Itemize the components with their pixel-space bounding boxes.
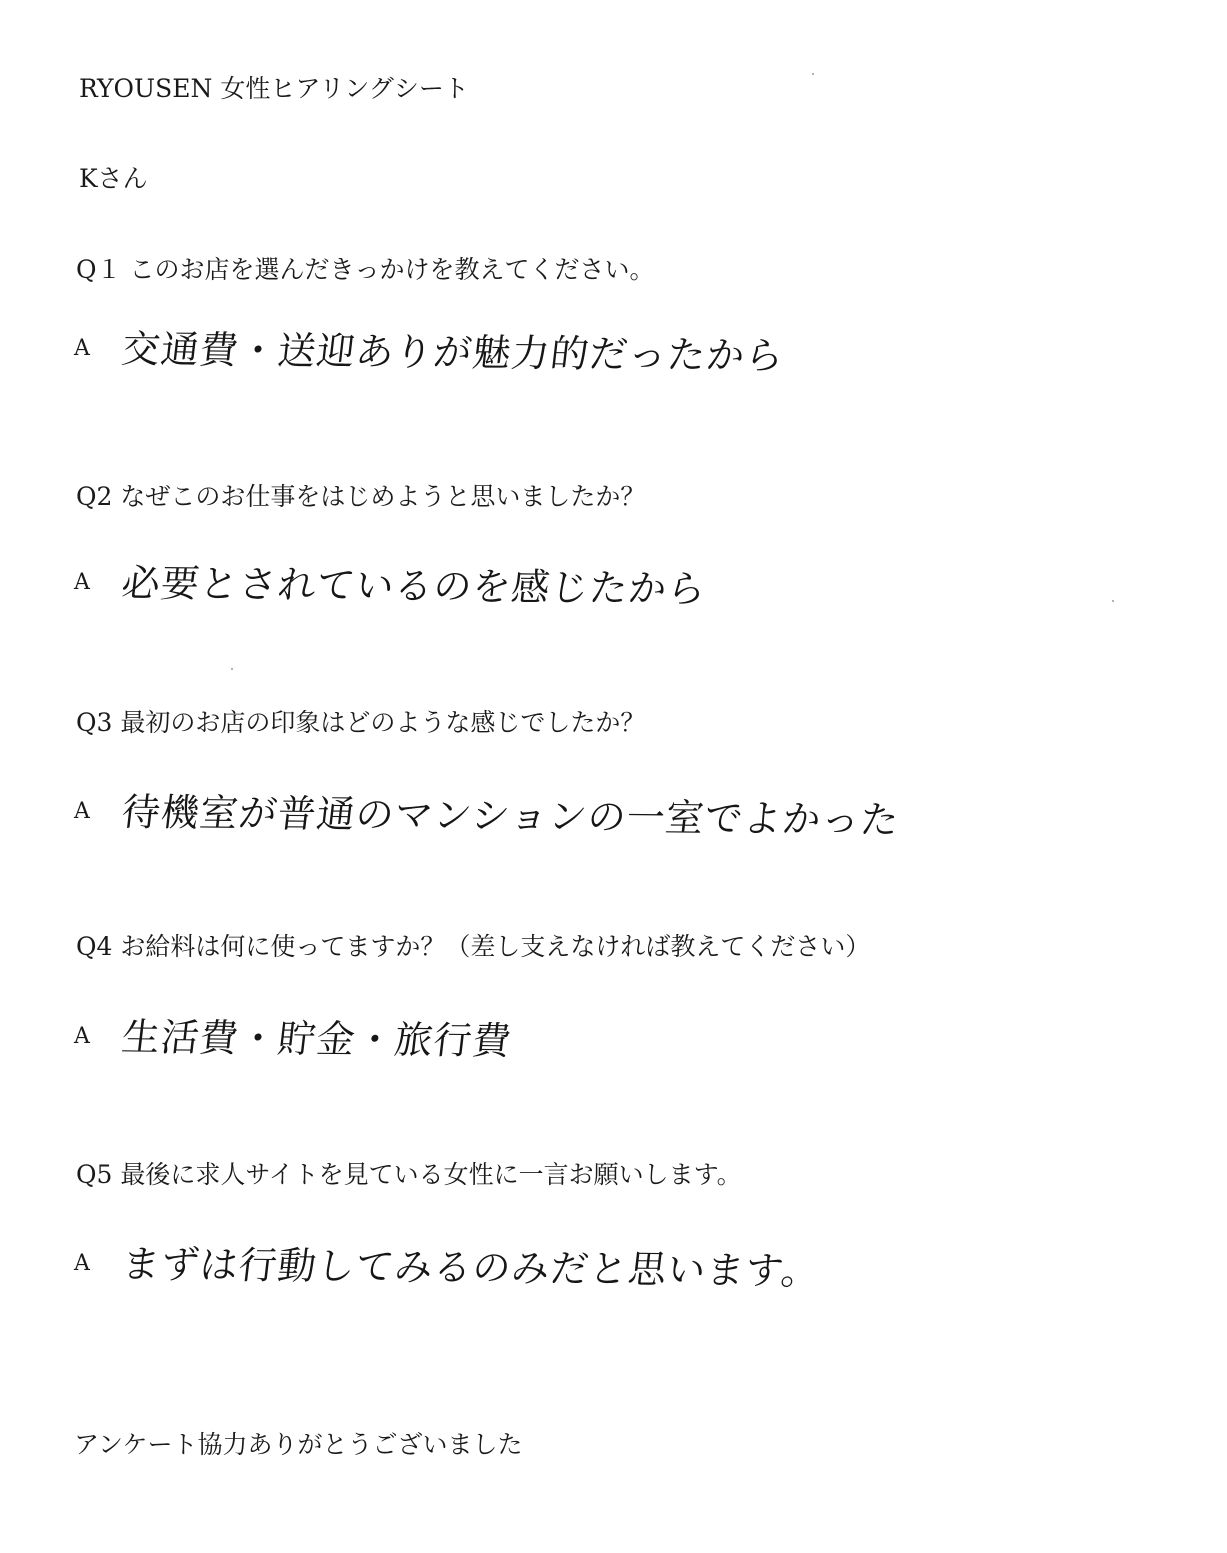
handwritten-answer-4: 生活費・貯金・旅行費: [119, 1015, 515, 1064]
scan-speck: [812, 73, 814, 75]
question-1: Q１ このお店を選んだきっかけを教えてください。: [76, 255, 655, 284]
handwritten-answer-1: 交通費・送迎ありが魅力的だったから: [119, 327, 787, 378]
question-5: Q5 最後に求人サイトを見ている女性に一言お願いします。: [76, 1160, 742, 1189]
handwritten-answer-2: 必要とされているのを感じたから: [119, 561, 709, 612]
answer-label: A: [74, 1024, 90, 1049]
answer-row-2: [74, 561, 709, 612]
handwritten-answer-5: まずは行動してみるのみだと思います。: [119, 1242, 823, 1294]
closing-message: アンケート協力ありがとうございました: [74, 1430, 523, 1459]
respondent-name: Kさん: [79, 164, 148, 193]
answer-label: A: [74, 570, 90, 595]
answer-label: A: [74, 799, 90, 824]
scan-speck: [231, 668, 233, 670]
answer-row-3: [74, 790, 902, 843]
answer-label: A: [74, 336, 90, 361]
answer-row-1: [74, 327, 787, 378]
scan-speck: [1112, 600, 1114, 602]
question-3: Q3 最初のお店の印象はどのような感じでしたか？: [76, 708, 646, 737]
answer-label: A: [74, 1251, 90, 1276]
question-4: Q4 お給料は何に使ってますか？（差し支えなければ教えてください）: [76, 932, 871, 961]
sheet-title: RYOUSEN 女性ヒアリングシート: [79, 74, 469, 103]
handwritten-answer-3: 待機室が普通のマンションの一室でよかった: [119, 790, 902, 843]
answer-row-5: [74, 1242, 823, 1294]
answer-row-4: [74, 1015, 515, 1064]
question-2: Q2 なぜこのお仕事をはじめようと思いましたか？: [76, 482, 646, 511]
